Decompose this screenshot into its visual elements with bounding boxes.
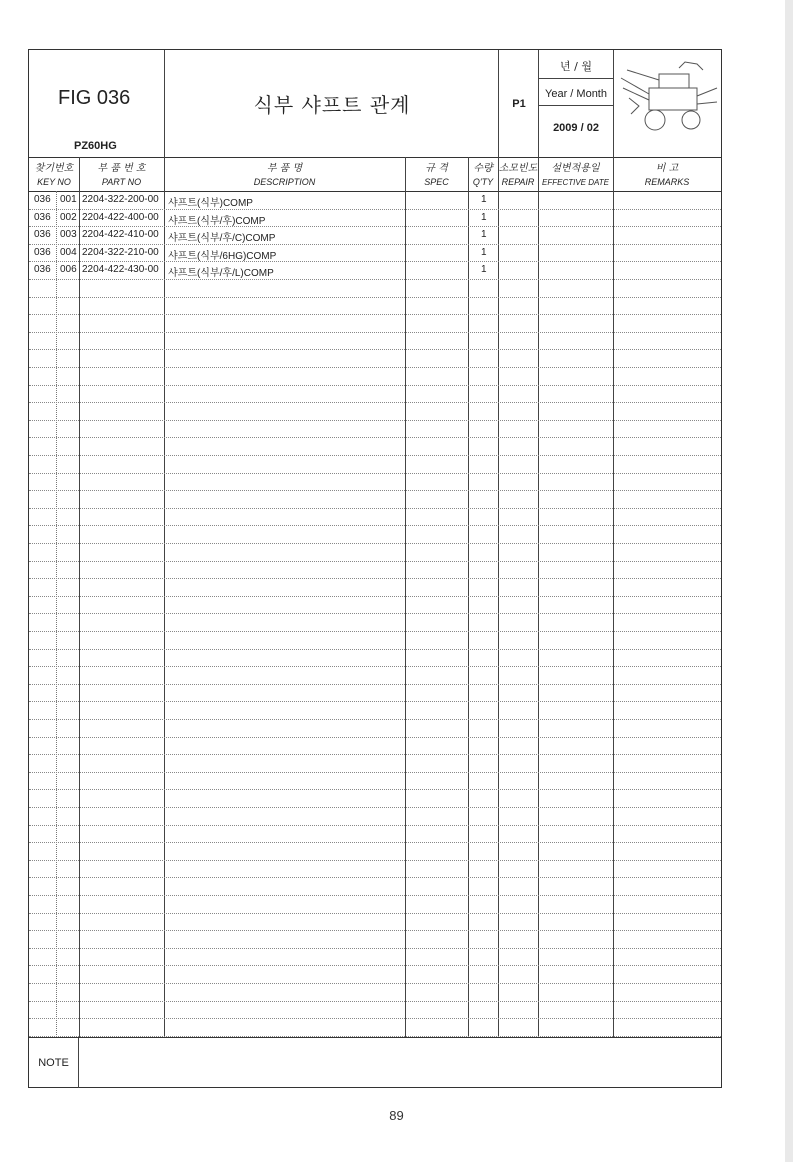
row-rule bbox=[29, 948, 721, 949]
row-rule bbox=[29, 789, 721, 790]
row-rule bbox=[29, 719, 721, 720]
row-fig: 036 bbox=[34, 211, 51, 223]
row-rule bbox=[29, 349, 721, 350]
row-qty: 1 bbox=[481, 229, 487, 241]
row-description: 샤프트(식부/후)COMP bbox=[168, 215, 266, 227]
col-effdate-ko: 설변적용일 bbox=[551, 163, 600, 174]
row-key: 004 bbox=[60, 246, 77, 258]
page-code: P1 bbox=[512, 97, 526, 110]
row-rule bbox=[29, 983, 721, 984]
row-rule bbox=[29, 367, 721, 368]
row-rule bbox=[29, 631, 721, 632]
row-description: 샤프트(식부)COMP bbox=[168, 198, 253, 209]
page-number: 89 bbox=[389, 1108, 404, 1123]
row-rule bbox=[29, 807, 721, 808]
row-fig: 036 bbox=[34, 264, 51, 276]
row-rule bbox=[29, 613, 721, 614]
year-month-label-ko: 년 / 월 bbox=[560, 60, 592, 73]
col-desc-en: DESCRIPTION bbox=[253, 177, 316, 187]
row-key: 003 bbox=[60, 229, 77, 241]
table-row bbox=[29, 261, 721, 279]
row-qty: 1 bbox=[481, 194, 487, 205]
row-rule bbox=[29, 737, 721, 738]
row-rule bbox=[29, 825, 721, 826]
col-key-en: KEY NO bbox=[37, 177, 71, 187]
table-row bbox=[29, 244, 721, 262]
row-description: 샤프트(식부/후/L)COMP bbox=[168, 268, 274, 280]
row-part-no: 2204-422-430-00 bbox=[82, 264, 159, 276]
row-qty: 1 bbox=[481, 246, 487, 258]
row-rule bbox=[29, 965, 721, 966]
row-rule bbox=[29, 543, 721, 544]
row-rule bbox=[29, 1018, 721, 1019]
row-rule bbox=[29, 402, 721, 403]
row-rule bbox=[29, 930, 721, 931]
row-rule bbox=[29, 842, 721, 843]
table-row bbox=[29, 226, 721, 244]
col-qty-en: Q'TY bbox=[472, 177, 494, 187]
year-month-label-en: Year / Month bbox=[545, 88, 607, 100]
row-rule bbox=[29, 649, 721, 650]
row-rule bbox=[29, 261, 721, 262]
col-spec-en: SPEC bbox=[424, 177, 449, 187]
row-key: 006 bbox=[60, 264, 77, 276]
row-rule bbox=[29, 437, 721, 438]
figure-number: FIG 036 bbox=[58, 87, 131, 109]
col-spec-ko: 규 격 bbox=[425, 163, 448, 174]
row-part-no: 2204-322-200-00 bbox=[82, 194, 159, 205]
row-description: 샤프트(식부/6HG)COMP bbox=[168, 250, 277, 262]
row-rule bbox=[29, 508, 721, 509]
row-rule bbox=[29, 561, 721, 562]
row-rule bbox=[29, 913, 721, 914]
row-key: 002 bbox=[60, 211, 77, 223]
row-rule bbox=[29, 473, 721, 474]
row-part-no: 2204-422-410-00 bbox=[82, 229, 159, 241]
row-fig: 036 bbox=[34, 229, 51, 241]
row-fig: 036 bbox=[34, 194, 51, 205]
row-rule bbox=[29, 314, 721, 315]
row-rule bbox=[29, 525, 721, 526]
table-row bbox=[29, 209, 721, 227]
row-rule bbox=[29, 666, 721, 667]
row-rule bbox=[29, 279, 721, 280]
parts-table-body bbox=[29, 191, 721, 1037]
col-effdate-en: EFFECTIVE DATE bbox=[542, 178, 609, 187]
row-rule bbox=[29, 701, 721, 702]
note-label: NOTE bbox=[29, 1038, 79, 1088]
row-rule bbox=[29, 226, 721, 227]
rice-transplanter-icon bbox=[619, 58, 719, 144]
row-rule bbox=[29, 860, 721, 861]
row-part-no: 2204-322-210-00 bbox=[82, 246, 159, 258]
col-qty-ko: 수량 bbox=[473, 163, 493, 174]
row-description: 샤프트(식부/후/C)COMP bbox=[168, 233, 276, 245]
row-rule bbox=[29, 596, 721, 597]
page-edge bbox=[785, 0, 793, 1162]
row-rule bbox=[29, 490, 721, 491]
col-remarks-en: REMARKS bbox=[644, 177, 690, 187]
row-rule bbox=[29, 877, 721, 878]
row-rule bbox=[29, 455, 721, 456]
row-rule bbox=[29, 332, 721, 333]
row-rule bbox=[29, 578, 721, 579]
row-rule bbox=[29, 772, 721, 773]
col-key-ko: 찾기번호 bbox=[34, 163, 74, 174]
row-fig: 036 bbox=[34, 246, 51, 258]
page-title: 식부 샤프트 관계 bbox=[253, 93, 411, 117]
col-part-ko: 부 품 번 호 bbox=[97, 163, 146, 174]
row-rule bbox=[29, 1001, 721, 1002]
col-remarks-ko: 비 고 bbox=[655, 163, 679, 174]
row-key: 001 bbox=[60, 194, 77, 205]
row-rule bbox=[29, 754, 721, 755]
row-part-no: 2204-422-400-00 bbox=[82, 211, 159, 223]
column-header-row bbox=[29, 157, 721, 192]
row-rule bbox=[29, 297, 721, 298]
note-section bbox=[29, 1037, 721, 1088]
col-repair-ko: 소모빈도 bbox=[498, 163, 538, 174]
sheet-header bbox=[29, 50, 721, 158]
row-rule bbox=[29, 209, 721, 210]
row-rule bbox=[29, 895, 721, 896]
row-qty: 1 bbox=[481, 211, 487, 223]
table-row bbox=[29, 191, 721, 209]
issue-date: 2009 / 02 bbox=[553, 122, 599, 134]
row-rule bbox=[29, 244, 721, 245]
col-repair-en: REPAIR bbox=[501, 177, 535, 187]
model-name: PZ60HG bbox=[74, 140, 117, 152]
col-desc-ko: 부 품 명 bbox=[266, 163, 303, 174]
parts-list-sheet bbox=[28, 49, 722, 1088]
row-rule bbox=[29, 684, 721, 685]
row-rule bbox=[29, 420, 721, 421]
row-qty: 1 bbox=[481, 264, 487, 276]
row-rule bbox=[29, 385, 721, 386]
col-part-en: PART NO bbox=[101, 177, 142, 187]
